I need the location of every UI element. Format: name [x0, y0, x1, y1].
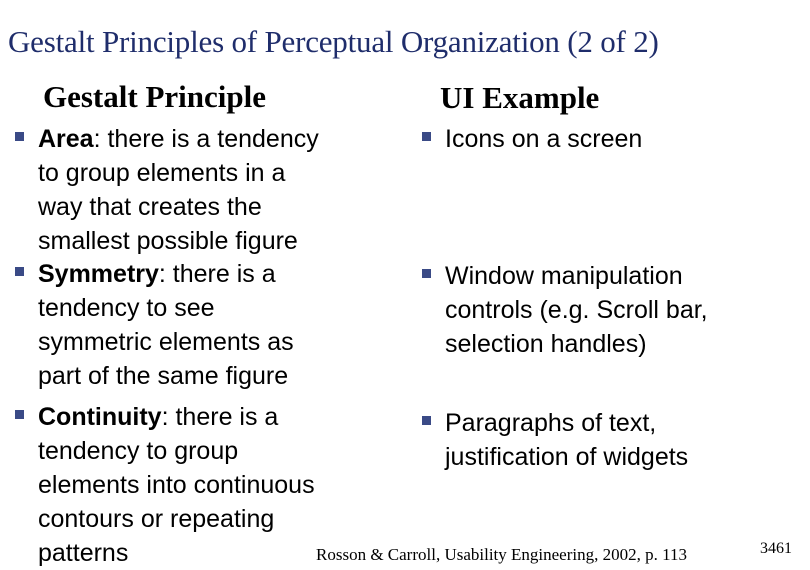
bullet-square-icon	[422, 269, 431, 278]
principle-text: : there is a tendency	[93, 125, 319, 153]
principle-term: Symmetry	[38, 260, 159, 288]
principle-term: Continuity	[38, 403, 162, 431]
citation: Rosson & Carroll, Usability Engineering, 2002, p. 113	[316, 545, 687, 564]
example-line: Icons on a screen	[445, 125, 643, 153]
slide-title: Gestalt Principles of Perceptual Organization (2 of 2)	[8, 24, 659, 59]
principle-line: tendency to see	[38, 294, 215, 322]
principle-line: tendency to group	[38, 437, 239, 465]
principle-line	[38, 122, 368, 156]
bullet-square-icon	[15, 132, 24, 141]
principle-text: : there is a	[158, 260, 276, 288]
principle-line	[38, 257, 338, 291]
principle-line: to group elements in a	[38, 159, 286, 187]
principle-line: contours or repeating	[38, 505, 275, 533]
example-window-controls	[445, 259, 775, 361]
column-header-principle: Gestalt Principle	[43, 79, 266, 114]
principle-text: : there is a	[161, 403, 279, 431]
principle-line: part of the same figure	[38, 362, 289, 390]
principle-line: smallest possible figure	[38, 227, 298, 255]
bullet-square-icon	[15, 410, 24, 419]
example-paragraphs	[445, 406, 765, 474]
example-line: justification of widgets	[445, 443, 689, 471]
principle-term: Area	[38, 125, 94, 153]
principle-line: way that creates the	[38, 193, 262, 221]
principle-symmetry	[38, 257, 338, 393]
example-icons	[445, 122, 785, 156]
bullet-square-icon	[15, 267, 24, 276]
column-header-ui-example: UI Example	[440, 80, 600, 115]
principle-line: patterns	[38, 539, 129, 567]
example-line: selection handles)	[445, 330, 647, 358]
principle-line	[38, 400, 358, 434]
example-line: Paragraphs of text,	[445, 409, 657, 437]
bullet-square-icon	[422, 416, 431, 425]
example-line: Window manipulation	[445, 262, 683, 290]
principle-continuity	[38, 400, 358, 570]
principle-line: symmetric elements as	[38, 328, 294, 356]
slide-number: 3461	[760, 540, 792, 557]
bullet-square-icon	[422, 132, 431, 141]
example-line: controls (e.g. Scroll bar,	[445, 296, 708, 324]
principle-area	[38, 122, 368, 258]
principle-line: elements into continuous	[38, 471, 315, 499]
